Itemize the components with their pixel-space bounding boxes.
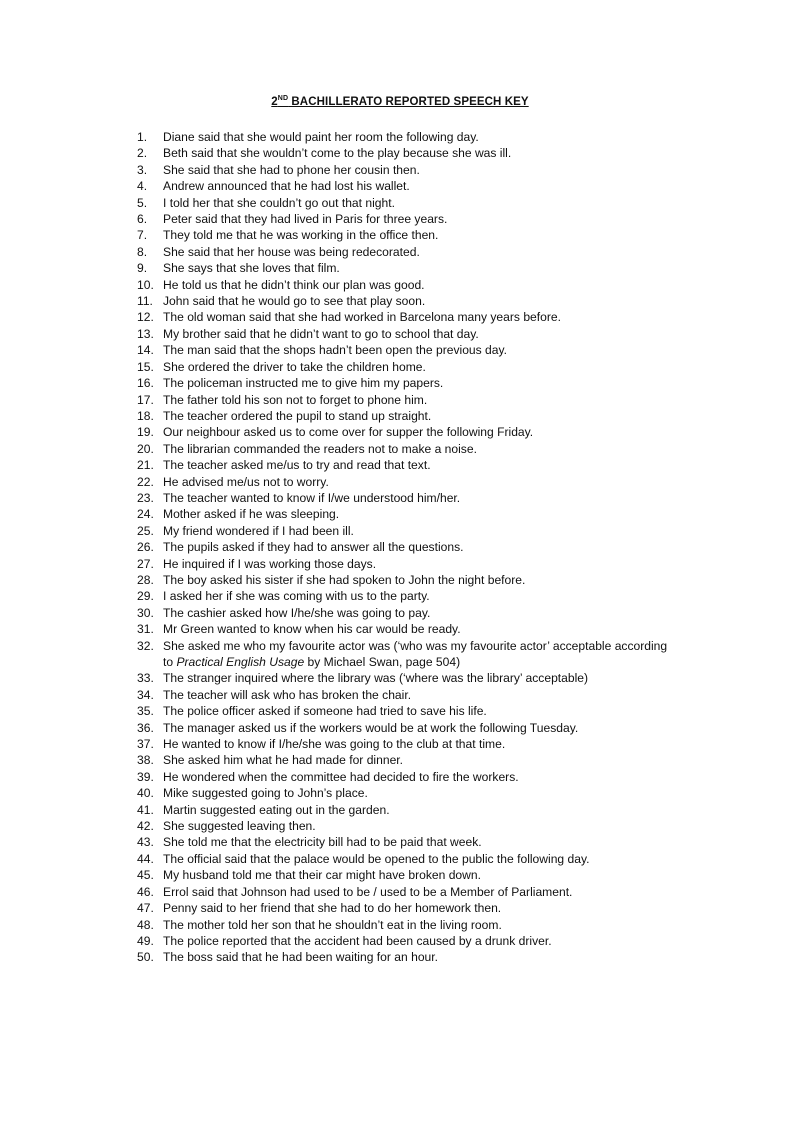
item-number: 3. [137, 162, 148, 177]
list-item [137, 556, 697, 572]
item-text-main: The father told his son not to forget to phone him. [163, 392, 428, 407]
item-text-main: The boss said that he had been waiting for an hour. [163, 950, 438, 965]
item-text-main: He wondered when the committee had decided to fire the workers. [163, 769, 519, 784]
title-rest: BACHILLERATO REPORTED SPEECH KEY [288, 96, 529, 108]
item-number: 7. [137, 228, 148, 243]
item-number: 37. [137, 737, 154, 752]
list-item [137, 375, 697, 391]
item-text [163, 720, 697, 736]
item-number: 34. [137, 687, 154, 702]
item-text [163, 293, 697, 309]
item-text [163, 769, 697, 785]
item-number: 42. [137, 819, 154, 834]
list-item [137, 703, 697, 719]
item-text-main: The teacher asked me/us to try and read that text. [163, 458, 431, 473]
title-superscript: ND [277, 95, 289, 102]
item-number: 48. [137, 917, 154, 932]
item-text [163, 359, 697, 375]
item-number: 31. [137, 622, 154, 637]
item-text-main: Andrew announced that he had lost his wallet. [163, 179, 410, 194]
list-item [137, 539, 697, 555]
list-item [137, 342, 697, 358]
item-number: 29. [137, 589, 154, 604]
item-text [163, 392, 697, 408]
item-text [163, 227, 697, 243]
list-item [137, 211, 697, 227]
item-text [163, 195, 697, 211]
item-number: 23. [137, 490, 154, 505]
list-item [137, 506, 697, 522]
item-number: 26. [137, 540, 154, 555]
item-text-main: She suggested leaving then. [163, 819, 316, 834]
item-text-main: The teacher wanted to know if I/we understood him/her. [163, 490, 461, 505]
item-text-main: Mr Green wanted to know when his car would be ready. [163, 622, 461, 637]
item-number: 10. [137, 277, 154, 292]
item-number: 38. [137, 753, 154, 768]
item-text-main: She said that she had to phone her cousin then. [163, 162, 420, 177]
item-text [163, 539, 697, 555]
item-text-main: Beth said that she wouldn’t come to the play because she was ill. [163, 146, 512, 161]
item-text [163, 424, 697, 440]
item-text [163, 785, 697, 801]
item-text-main: She said that her house was being redecorated. [163, 244, 420, 259]
item-number: 5. [137, 195, 148, 210]
list-item [137, 687, 697, 703]
item-text-main: She told me that the electricity bill had to be paid that week. [163, 835, 482, 850]
item-text [163, 638, 697, 671]
item-text [163, 621, 697, 637]
item-text [163, 851, 697, 867]
item-text-main: The man said that the shops hadn’t been open the previous day. [163, 343, 508, 358]
item-text-main: She asked him what he had made for dinner. [163, 753, 404, 768]
item-text [163, 867, 697, 883]
list-item [137, 933, 697, 949]
item-text-main: Martin suggested eating out in the garden. [163, 802, 390, 817]
list-item [137, 424, 697, 440]
list-item [137, 638, 697, 671]
item-text-main: Diane said that she would paint her room the following day. [163, 130, 479, 144]
list-item [137, 260, 697, 276]
item-text [163, 605, 697, 621]
item-text-main: The manager asked us if the workers would be at work the following Tuesday. [163, 720, 579, 735]
list-item [137, 474, 697, 490]
list-item [137, 851, 697, 867]
list-item [137, 769, 697, 785]
item-number: 43. [137, 835, 154, 850]
list-item [137, 392, 697, 408]
item-text-main: Our neighbour asked us to come over for supper the following Friday. [163, 425, 534, 440]
item-number: 35. [137, 704, 154, 719]
item-text-main: Mike suggested going to John’s place. [163, 786, 368, 801]
page-title [0, 95, 800, 108]
item-text-main: He wanted to know if I/he/she was going to the club at that time. [163, 737, 506, 752]
list-item [137, 670, 697, 686]
item-text-main: She asked me who my favourite actor was (‘who was my favourite actor’ acceptable according [163, 638, 668, 653]
item-text-main: My brother said that he didn’t want to go to school that day. [163, 326, 479, 341]
list-item [137, 523, 697, 539]
item-number: 20. [137, 441, 154, 456]
item-text [163, 326, 697, 342]
list-item [137, 621, 697, 637]
item-text [163, 588, 697, 604]
item-text-main: The pupils asked if they had to answer all the questions. [163, 540, 464, 555]
item-number: 21. [137, 458, 154, 473]
item-number: 39. [137, 769, 154, 784]
item-text-main: The boy asked his sister if she had spoken to John the night before. [163, 572, 526, 587]
item-text [163, 375, 697, 391]
item-text [163, 687, 697, 703]
item-text [163, 556, 697, 572]
item-text [163, 917, 697, 933]
item-text [163, 178, 697, 194]
item-number: 45. [137, 868, 154, 883]
item-text [163, 309, 697, 325]
item-number: 40. [137, 786, 154, 801]
item-text-main: The librarian commanded the readers not to make a noise. [163, 441, 477, 456]
answer-list [137, 129, 697, 966]
list-item [137, 785, 697, 801]
list-item [137, 145, 697, 161]
item-text-main: The police reported that the accident had been caused by a drunk driver. [163, 933, 552, 948]
item-number: 46. [137, 884, 154, 899]
item-number: 32. [137, 638, 154, 653]
item-number: 36. [137, 720, 154, 735]
item-number: 6. [137, 212, 148, 227]
list-item [137, 720, 697, 736]
list-item [137, 605, 697, 621]
item-text-main: The official said that the palace would be opened to the public the following day. [163, 851, 590, 866]
item-text-main: Errol said that Johnson had used to be / used to be a Member of Parliament. [163, 884, 573, 899]
item-text-main: The stranger inquired where the library was (‘where was the library’ acceptable) [163, 671, 589, 686]
list-item [137, 588, 697, 604]
item-text-main: My friend wondered if I had been ill. [163, 523, 354, 538]
item-number: 25. [137, 523, 154, 538]
item-text-main: My husband told me that their car might have broken down. [163, 868, 481, 883]
item-text-main: The police officer asked if someone had tried to save his life. [163, 704, 487, 719]
item-number: 12. [137, 310, 154, 325]
item-number: 8. [137, 244, 148, 259]
item-number: 15. [137, 359, 154, 374]
item-number: 4. [137, 179, 148, 194]
item-text-main: She says that she loves that film. [163, 261, 340, 276]
list-item [137, 917, 697, 933]
item-number: 17. [137, 392, 154, 407]
item-number: 22. [137, 474, 154, 489]
item-number: 30. [137, 605, 154, 620]
list-item [137, 293, 697, 309]
list-item [137, 277, 697, 293]
item-text [163, 900, 697, 916]
list-item [137, 867, 697, 883]
list-item [137, 949, 697, 965]
item-number: 41. [137, 802, 154, 817]
list-item [137, 359, 697, 375]
item-text [163, 572, 697, 588]
item-text [163, 670, 697, 686]
item-text-main: John said that he would go to see that play soon. [163, 294, 426, 309]
list-item [137, 457, 697, 473]
item-number: 19. [137, 425, 154, 440]
item-number: 50. [137, 950, 154, 965]
item-number: 47. [137, 901, 154, 916]
item-text [163, 457, 697, 473]
item-text [163, 211, 697, 227]
list-item [137, 818, 697, 834]
list-item [137, 326, 697, 342]
item-text [163, 260, 697, 276]
item-text [163, 523, 697, 539]
list-item [137, 408, 697, 424]
item-number: 24. [137, 507, 154, 522]
list-item [137, 178, 697, 194]
book-title: Practical English Usage [176, 655, 305, 669]
item-text [163, 802, 697, 818]
item-text-main: He inquired if I was working those days. [163, 556, 377, 571]
item-text-main: The teacher will ask who has broken the chair. [163, 687, 412, 702]
list-item [137, 309, 697, 325]
item-number: 14. [137, 343, 154, 358]
item-text [163, 506, 697, 522]
item-text-main: She ordered the driver to take the children home. [163, 359, 426, 374]
item-text [163, 277, 697, 293]
title-prefix: 2 [271, 96, 278, 108]
list-item [137, 572, 697, 588]
item-text [163, 244, 697, 260]
item-text-main: The teacher ordered the pupil to stand up straight. [163, 408, 432, 423]
item-text-continuation [163, 654, 697, 670]
item-number: 27. [137, 556, 154, 571]
item-text [163, 162, 697, 178]
item-text [163, 933, 697, 949]
continuation-prefix: to [163, 655, 177, 669]
item-text-main: Penny said to her friend that she had to do her homework then. [163, 901, 502, 916]
item-text-main: The old woman said that she had worked in Barcelona many years before. [163, 310, 561, 325]
item-text [163, 736, 697, 752]
list-item [137, 227, 697, 243]
item-text [163, 474, 697, 490]
list-item [137, 244, 697, 260]
item-text [163, 949, 697, 965]
item-text [163, 834, 697, 850]
item-text-main: He told us that he didn’t think our plan was good. [163, 277, 425, 292]
item-text-main: I told her that she couldn’t go out that night. [163, 195, 395, 210]
item-text-main: The mother told her son that he shouldn’t eat in the living room. [163, 917, 502, 932]
item-number: 13. [137, 326, 154, 341]
list-item [137, 490, 697, 506]
list-item [137, 162, 697, 178]
item-number: 1. [137, 130, 148, 144]
item-text-main: He advised me/us not to worry. [163, 474, 329, 489]
item-text [163, 441, 697, 457]
item-text-main: Mother asked if he was sleeping. [163, 507, 340, 522]
list-item [137, 129, 697, 145]
item-text [163, 703, 697, 719]
item-text-main: They told me that he was working in the office then. [163, 228, 439, 243]
list-item [137, 884, 697, 900]
item-number: 18. [137, 408, 154, 423]
item-text [163, 145, 697, 161]
item-text [163, 342, 697, 358]
list-item [137, 441, 697, 457]
item-text [163, 752, 697, 768]
item-text [163, 490, 697, 506]
list-item [137, 736, 697, 752]
item-text [163, 408, 697, 424]
item-number: 11. [137, 294, 153, 309]
list-item [137, 752, 697, 768]
list-item [137, 195, 697, 211]
item-text [163, 884, 697, 900]
item-text [163, 129, 697, 145]
list-item [137, 900, 697, 916]
item-text-main: I asked her if she was coming with us to the party. [163, 589, 430, 604]
item-text-main: The cashier asked how I/he/she was going to pay. [163, 605, 431, 620]
list-item [137, 802, 697, 818]
item-number: 49. [137, 933, 154, 948]
item-number: 16. [137, 376, 154, 391]
item-number: 28. [137, 572, 154, 587]
item-number: 44. [137, 851, 154, 866]
item-text-main: Peter said that they had lived in Paris for three years. [163, 212, 448, 227]
item-text [163, 818, 697, 834]
list-item [137, 834, 697, 850]
item-number: 2. [137, 146, 148, 161]
item-number: 33. [137, 671, 154, 686]
item-number: 9. [137, 261, 148, 276]
item-text-main: The policeman instructed me to give him my papers. [163, 376, 444, 391]
continuation-suffix: by Michael Swan, page 504) [304, 655, 461, 669]
